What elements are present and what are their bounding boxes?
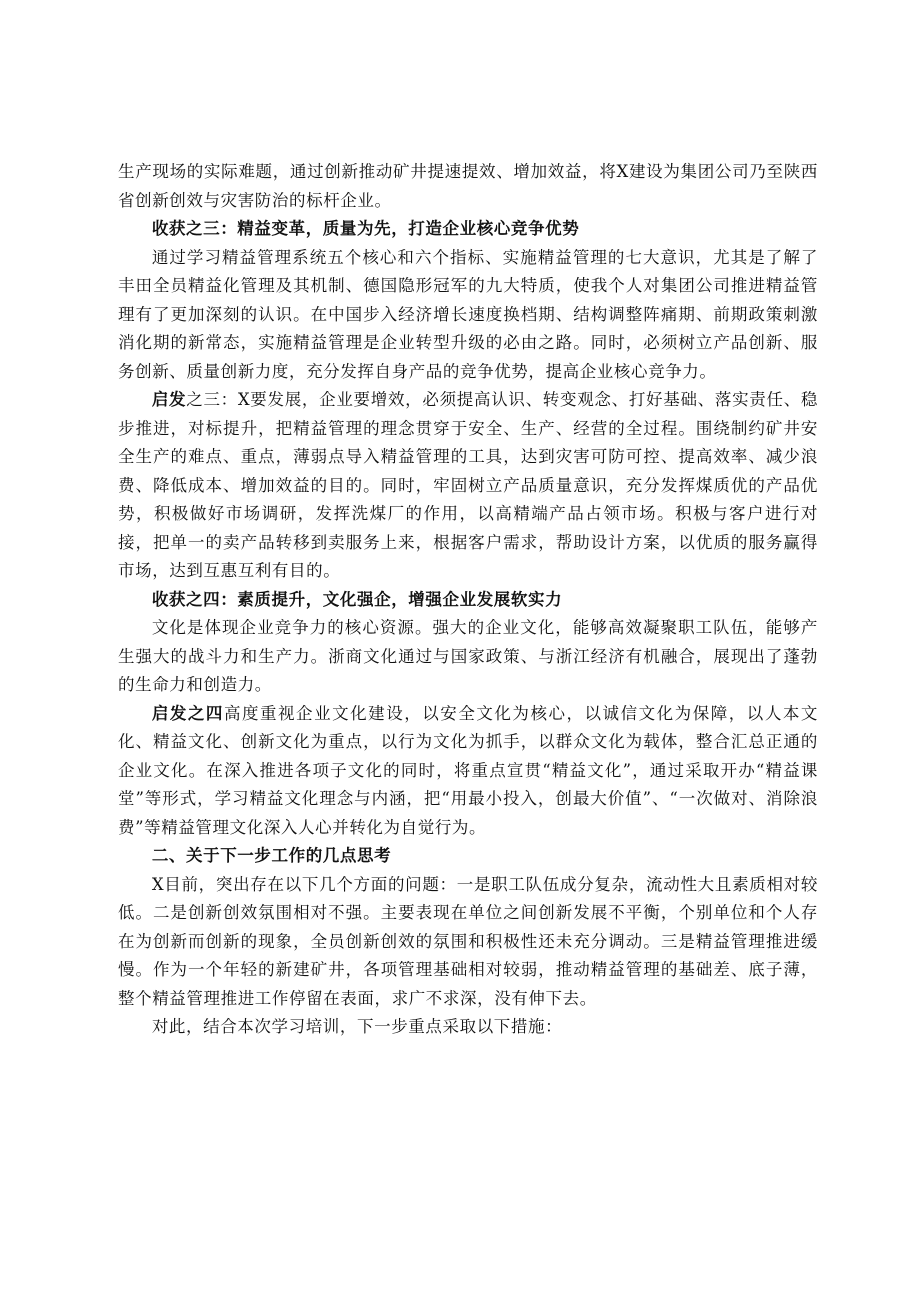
paragraph-measures-intro: 对此，结合本次学习培训，下一步重点采取以下措施： (151, 1017, 563, 1036)
inspiration-four-lead: 启发之四 (151, 703, 224, 723)
inspiration-three-lead: 启发 (151, 390, 187, 409)
paragraph-inspiration-four (118, 700, 818, 843)
inspiration-three-text: 之三：X要发展，企业要增效，必须提高认识、转变观念、打好基础、落实责任、稳步推进，对标提升，把精益管理的理念贯穿于安全、生产、经营的全过程。围绕制约矿井安全生产的难点、重点，薄弱点导入精益管理的工具，达到灾害可防可控、提高效率、减少浪费、降低成本、增加效益的目的。同时，牢固树立产品质量意识，充分发挥煤质优的产品优势，积极做好市场调研，发挥洗煤厂的作用，以高精端产品占领市场。积极与客户进行对接，把单一的卖产品转移到卖服务上来，根据客户需求，帮助设计方案，以优质的服务赢得市场，达到互惠互利有目的。 (118, 390, 818, 580)
paragraph-continued: 生产现场的实际难题，通过创新推动矿井提速提效、增加效益，将X建设为集团公司乃至陕西省创新创效与灾害防治的标杆企业。 (118, 162, 818, 210)
paragraph-culture: 文化是体现企业竞争力的核心资源。强大的企业文化，能够高效凝聚职工队伍，能够产生强大的战斗力和生产力。浙商文化通过与国家政策、与浙江经济有机融合，展现出了蓬勃的生命力和创造力。 (118, 618, 818, 694)
inspiration-four-text: 高度重视企业文化建设，以安全文化为核心，以诚信文化为保障，以人本文化、精益文化、创新文化为重点，以行为文化为抓手，以群众文化为载体，整合汇总正通的企业文化。在深入推进各项子文化的同时，将重点宣贯“精益文化”，通过采取开办“精益课堂”等形式，学习精益文化理念与内涵，把“用最小投入，创最大价值”、“一次做对、消除浪费”等精益管理文化深入人心并转化为自觉行为。 (118, 703, 818, 837)
heading-harvest-three: 收获之三：精益变革，质量为先，打造企业核心竞争优势 (151, 219, 580, 238)
heading-next-steps: 二、关于下一步工作的几点思考 (151, 846, 392, 865)
paragraph-problems: X目前，突出存在以下几个方面的问题：一是职工队伍成分复杂，流动性大且素质相对较低。二是创新创效氛围相对不强。主要表现在单位之间创新发展不平衡，个别单位和个人存在为创新而创新的现象，全员创新创效的氛围和积极性还未充分调动。三是精益管理推进缓慢。作为一个年轻的新建矿井，各项管理基础相对较弱，推动精益管理的基础差、底子薄，整个精益管理推进工作停留在表面，求广不求深，没有伸下去。 (118, 874, 818, 1008)
paragraph-inspiration-three (118, 386, 818, 586)
heading-harvest-four: 收获之四：素质提升，文化强企，增强企业发展软实力 (151, 589, 563, 609)
document-page (118, 158, 818, 1042)
paragraph-lean-management: 通过学习精益管理系统五个核心和六个指标、实施精益管理的七大意识，尤其是了解了丰田全员精益化管理及其机制、德国隐形冠军的九大特质，使我个人对集团公司推进精益管理有了更加深刻的认识。在中国步入经济增长速度换档期、结构调整阵痛期、前期政策刺激消化期的新常态，实施精益管理是企业转型升级的必由之路。同时，必须树立产品创新、服务创新、质量创新力度，充分发挥自身产品的竞争优势，提高企业核心竞争力。 (118, 247, 818, 381)
